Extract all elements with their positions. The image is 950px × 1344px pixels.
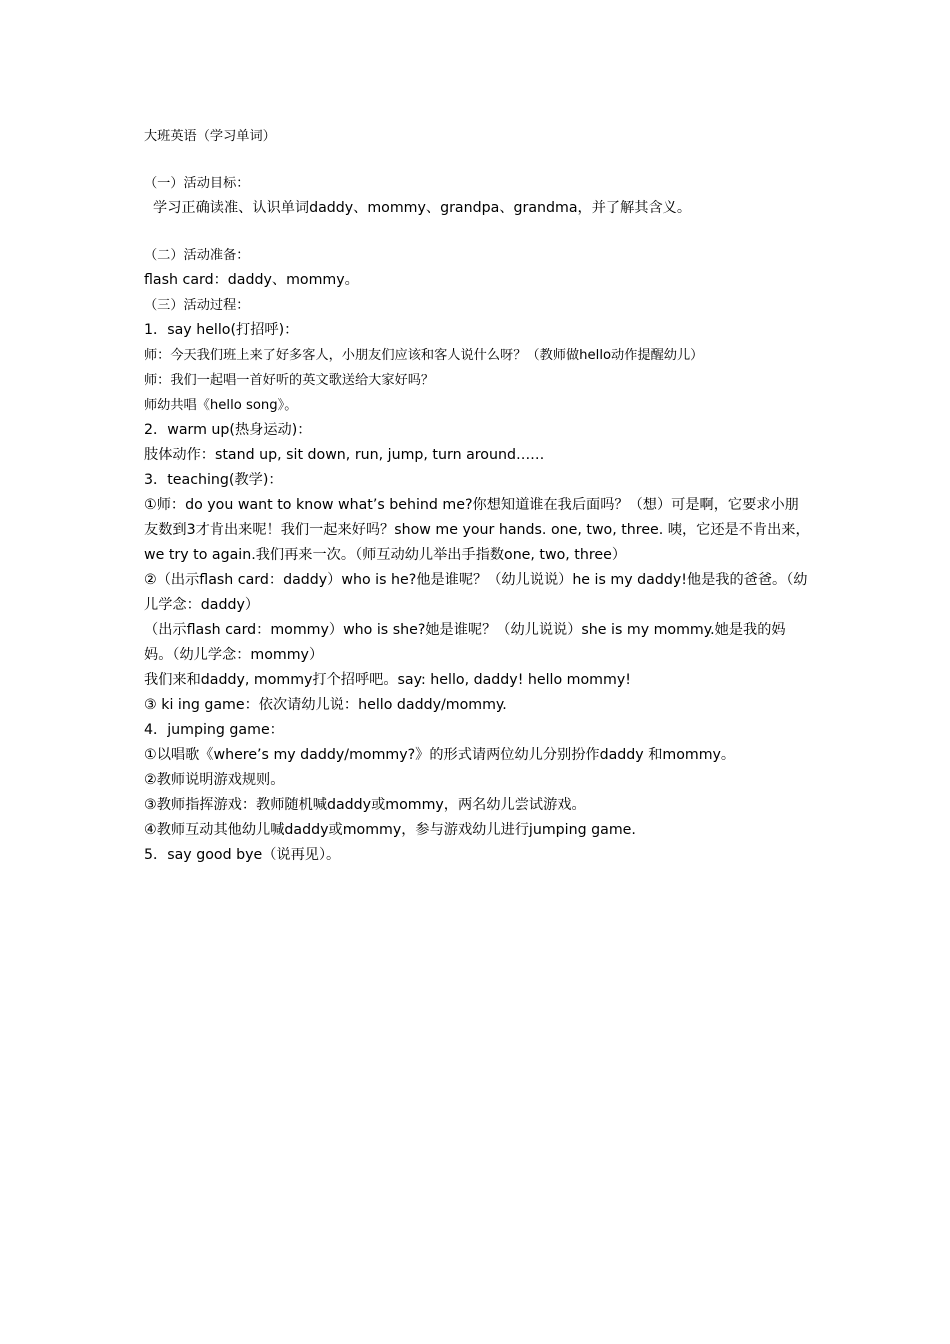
step-3-paragraph-4: 我们来和daddy, mommy打个招呼吧。say: hello, daddy! hello mommy! (144, 672, 631, 688)
step-4-line-4: ④教师互动其他幼儿喊daddy或mommy，参与游戏幼儿进行jumping game. (144, 822, 636, 838)
section-1-body: 学习正确读准、认识单词daddy、mommy、grandpa、grandma，并了解其含义。 (153, 200, 692, 216)
step-3-paragraph-2: ②（出示flash card：daddy）who is he?他是谁呢？（幼儿说说）he is my daddy!他是我的爸爸。（幼儿学念：daddy） (144, 572, 808, 613)
step-4-line-3: ③教师指挥游戏：教师随机喊daddy或mommy，两名幼儿尝试游戏。 (144, 797, 586, 813)
spacer (144, 149, 812, 171)
step-4-line-1: ①以唱歌《where’s my daddy/mommy?》的形式请两位幼儿分别扮作daddy 和mommy。 (144, 747, 736, 763)
step-3-paragraph-3: （出示flash card：mommy）who is she?她是谁呢？（幼儿说说）she is my mommy.她是我的妈妈。（幼儿学念：mommy） (144, 622, 786, 663)
step-4-line-2: ②教师说明游戏规则。 (144, 772, 285, 788)
step-5-heading: 5．say good bye（说再见）。 (144, 847, 341, 863)
step-1-line-3: 师幼共唱《hello song》。 (144, 398, 298, 413)
step-4-heading: 4．jumping game： (144, 722, 284, 738)
document-body (144, 124, 812, 868)
step-2-heading: 2．warm up(热身运动)： (144, 422, 312, 438)
step-1-line-2: 师：我们一起唱一首好听的英文歌送给大家好吗？ (144, 373, 435, 388)
section-1-heading: （一）活动目标： (144, 176, 250, 191)
spacer (144, 221, 812, 243)
step-3-heading: 3．teaching(教学)： (144, 472, 283, 488)
section-2-heading: （二）活动准备： (144, 248, 250, 263)
step-2-line-1: 肢体动作：stand up, sit down, run, jump, turn around…… (144, 447, 545, 463)
document-title: 大班英语（学习单词） (144, 129, 276, 144)
step-3-paragraph-1: ①师：do you want to know what’s behind me?你想知道谁在我后面吗？（想）可是啊，它要求小朋友数到3才肯出来呢！我们一起来好吗？show me your hands. one, two, three. 咦，它还是不肯出来，we try to again.我们再来一次。（师互动幼儿举出手指数one, two, three） (144, 497, 810, 563)
section-3-heading: （三）活动过程： (144, 298, 250, 313)
step-1-line-1: 师：今天我们班上来了好多客人，小朋友们应该和客人说什么呀？（教师做hello动作提醒幼儿） (144, 348, 704, 363)
step-1-heading: 1．say hello(打招呼)： (144, 322, 299, 338)
section-2-body: flash card：daddy、mommy。 (144, 272, 359, 288)
step-3-paragraph-5: ③ ki ing game：依次请幼儿说：hello daddy/mommy. (144, 697, 507, 713)
